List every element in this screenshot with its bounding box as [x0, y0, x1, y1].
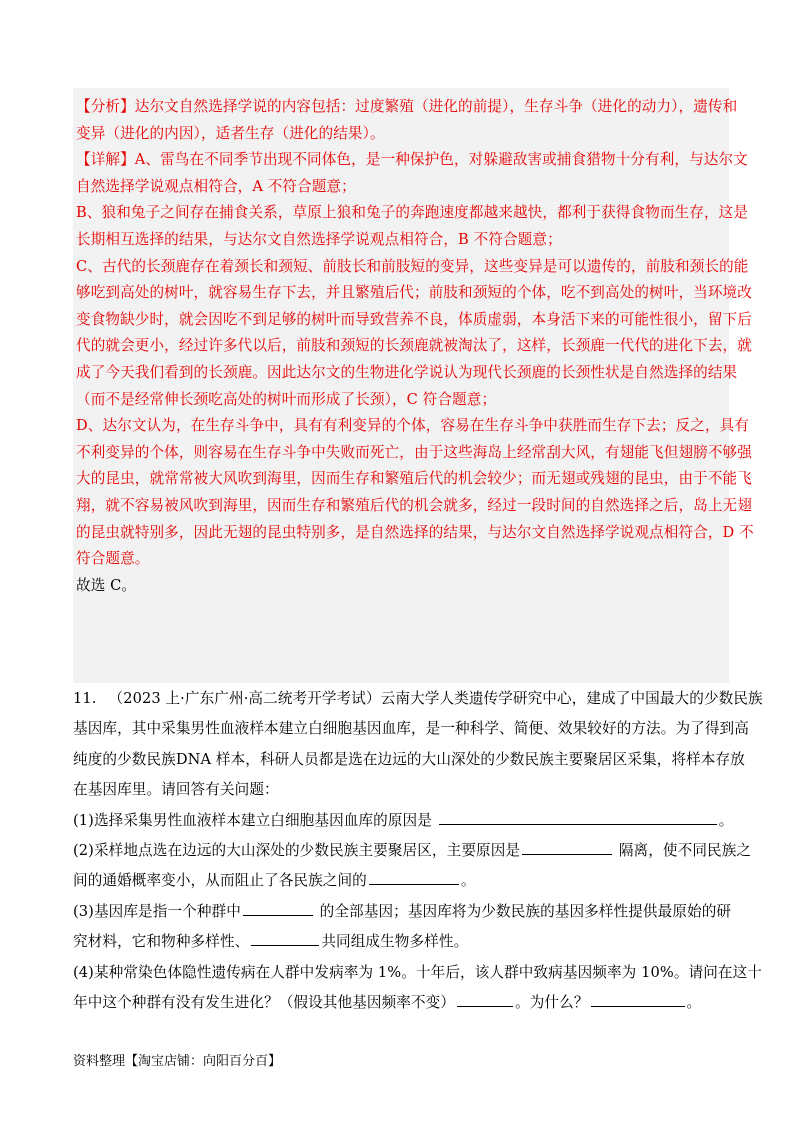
answer-line: D、达尔文认为，在生存斗争中，具有有利变异的个体，容易在生存斗争中获胜而生存下去；反之，具有 — [76, 417, 750, 435]
sub-question-3-text-d: 共同组成生物多样性。 — [321, 933, 469, 951]
sub-question-2-text-b: 隔离，使不同民族之 — [618, 842, 752, 860]
answer-explanation-box — [73, 88, 754, 683]
answer-line: 不利变异的个体，则容易在生存斗争中失败而死亡，由于这些海岛上经常刮大风，有翅能飞但翅膀不够强 — [76, 443, 752, 461]
answer-line: 翔，就不容易被风吹到海里，因而生存和繁殖后代的机会就多，经过一段时间的自然选择之后，岛上无翅 — [76, 496, 752, 514]
question-11 — [73, 684, 763, 1018]
answer-line: 大的昆虫，就常常被大风吹到海里，因而生存和繁殖后代的机会较少；而无翅或残翅的昆虫，由于不能飞 — [76, 470, 752, 488]
question-intro-line: 基因库，其中采集男性血液样本建立白细胞基因血库，是一种科学、简便、效果较好的方法。为了得到高 — [73, 720, 749, 738]
sub-question-2-text-d: 。 — [460, 872, 476, 890]
question-intro-line: 在基因库里。请回答有关问题： — [73, 781, 279, 799]
answer-blank-2a[interactable] — [522, 840, 612, 855]
answer-blank-4b[interactable] — [591, 992, 685, 1007]
answer-line: （而不是经常伸长颈吃高处的树叶而形成了长颈），C 符合题意； — [76, 390, 497, 408]
answer-line: 长期相互选择的结果，与达尔文自然选择学说观点相符合，B 不符合题意； — [76, 230, 562, 248]
answer-line: 够吃到高处的树叶，就容易生存下去，并且繁殖后代；前肢和颈短的个体，吃不到高处的树叶，当环境改 — [76, 284, 752, 302]
answer-line: 符合题意。 — [76, 550, 150, 568]
sub-question-1 — [73, 806, 733, 836]
sub-question-2-cont — [73, 866, 733, 896]
footer-source: 资料整理【淘宝店铺：向阳百分百】 — [73, 1054, 282, 1069]
sub-question-1-text: (1)选择采集男性血液样本建立白细胞基因血库的原因是 — [73, 811, 432, 829]
sub-question-4-cont — [73, 988, 733, 1018]
conclusion-line: 故选 C。 — [76, 576, 137, 594]
answer-blank-1[interactable] — [439, 810, 717, 825]
sub-question-2-text-a: (2)采样地点选在边远的大山深处的少数民族主要聚居区，主要原因是 — [73, 842, 521, 860]
sub-question-4-text-a: 年中这个种群有没有发生进化？（假设其他基因频率不变） — [73, 994, 456, 1012]
answer-line: 变异（进化的内因），适者生存（进化的结果）。 — [76, 124, 385, 142]
detail-section — [76, 147, 754, 573]
answer-blank-3b[interactable] — [251, 931, 319, 946]
answer-line: C、古代的长颈鹿存在着颈长和颈短、前肢长和前肢短的变异，这些变异是可以遗传的，前肢和颈长的能 — [76, 257, 749, 275]
sub-question-3-cont — [73, 927, 733, 957]
answer-line: 【详解】A、雷鸟在不同季节出现不同体色，是一种保护色，对躲避敌害或捕食猎物十分有利，与达尔文 — [76, 151, 748, 169]
answer-line: 自然选择学说观点相符合，A 不符合题意； — [76, 177, 356, 195]
answer-blank-3a[interactable] — [243, 901, 313, 916]
sub-question-3-text-a: (3)基因库是指一个种群中 — [73, 902, 241, 920]
sub-question-2 — [73, 836, 752, 866]
sub-question-3-text-c: 究材料，它和物种多样性、 — [73, 933, 250, 951]
question-intro-line: 纯度的少数民族DNA 样本，科研人员都是选在边远的大山深处的少数民族主要聚居区采集，将样本存放 — [73, 750, 745, 768]
answer-line: 变食物缺少时，就会因吃不到足够的树叶而导致营养不良，体质虚弱，本身活下来的可能性很小，留下后 — [76, 310, 752, 328]
analysis-section — [76, 94, 738, 147]
question-number: 11. — [73, 690, 97, 707]
sub-question-4: (4)某种常染色体隐性遗传病在人群中发病率为 1%。十年后，该人群中致病基因频率为 10%。请问在这十 — [73, 963, 762, 981]
sub-question-2-text-c: 间的通婚概率变小，从而阻止了各民族之间的 — [73, 872, 367, 890]
answer-line: 成了今天我们看到的长颈鹿。因此达尔文的生物进化学说认为现代长颈鹿的长颈性状是自然选择的结果 — [76, 363, 738, 381]
answer-line: B、狼和兔子之间存在捕食关系，草原上狼和兔子的奔跑速度都越来越快，都利于获得食物而生存，这是 — [76, 204, 749, 222]
question-intro-text: （2023 上·广东广州·高二统考开学考试）云南大学人类遗传学研究中心，建成了中国最大的少数民族 — [108, 690, 763, 707]
sub-question-3 — [73, 897, 733, 927]
answer-line: 的昆虫就特别多，因此无翅的昆虫特别多，是自然选择的结果，与达尔文自然选择学说观点相符合，D 不 — [76, 523, 754, 541]
sub-question-4-text-c: 。 — [686, 994, 702, 1012]
sub-question-1-end: 。 — [718, 811, 734, 829]
answer-blank-2b[interactable] — [369, 870, 459, 885]
question-intro-line — [73, 684, 763, 714]
answer-blank-4a[interactable] — [457, 992, 513, 1007]
sub-question-4-text-b: 。为什么？ — [515, 994, 589, 1012]
answer-line: 【分析】达尔文自然选择学说的内容包括：过度繁殖（进化的前提），生存斗争（进化的动力），遗传和 — [76, 98, 738, 115]
sub-question-3-text-b: 的全部基因；基因库将为少数民族的基因多样性提供最原始的研 — [319, 902, 732, 920]
answer-line: 代的就会更小，经过许多代以后，前肢和颈短的长颈鹿就被淘汰了，这样，长颈鹿一代代的进化下去，就 — [76, 337, 752, 355]
